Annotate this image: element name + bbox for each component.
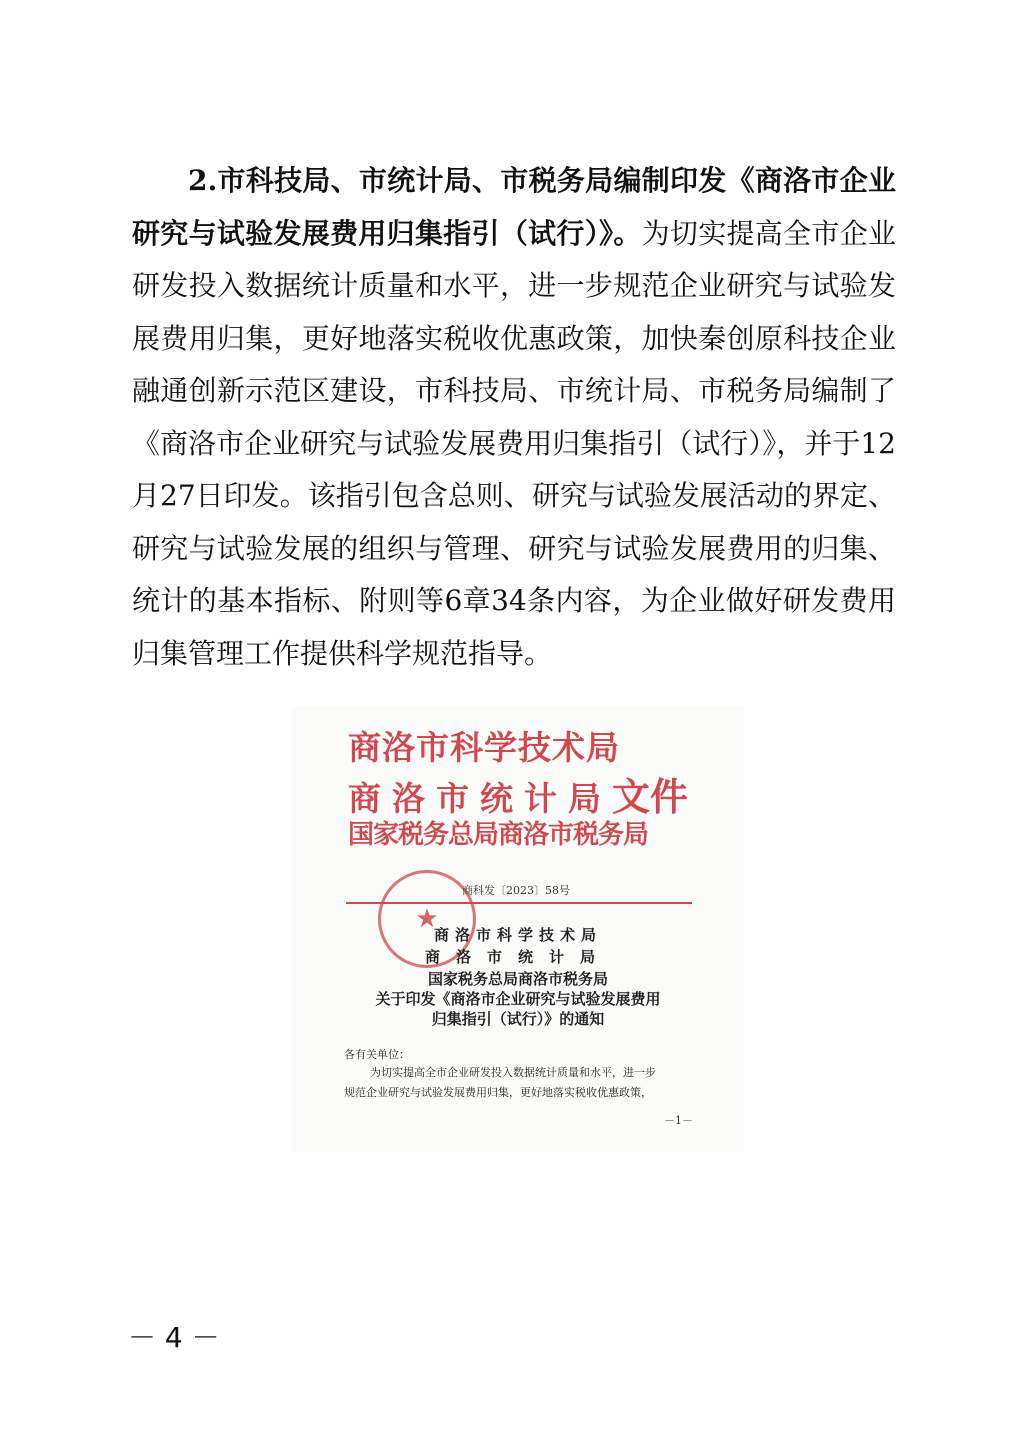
doc-number: 商科发〔2023〕58号	[462, 884, 570, 897]
issuer-2: 商洛市统计局	[424, 948, 611, 966]
notice-title-line-2: 归集指引（试行）》的通知	[431, 1010, 605, 1028]
issuer-1: 商洛市科学技术局	[433, 926, 602, 944]
doc-header-line-1: 商洛市科学技术局	[348, 728, 620, 767]
page-number: － 4 －	[128, 1321, 220, 1354]
paragraph-lead: 2.市科技局、市统计局、市税务局编制印发《商洛市企业研究与试验发展费用归集指引（试行）》。	[132, 164, 896, 250]
paragraph-body: 为切实提高全市企业研发投入数据统计质量和水平，进一步规范企业研究与试验发展费用归集，更好地落实税收优惠政策，加快秦创原科技企业融通创新示范区建设，市科技局、市统计局、市税务局编制了《商洛市企业研究与试验发展费用归集指引（试行）》，并于12月27日印发。该指引包含总则、研究与试验发展活动的界定、研究与试验发展的组织与管理、研究与试验发展费用的归集、统计的基本指标、附则等6章34条内容，为企业做好研发费用归集管理工作提供科学规范指导。	[132, 216, 896, 670]
document-image	[292, 706, 744, 1152]
doc-header-suffix: 文件	[612, 775, 689, 819]
doc-header-line-3: 国家税务总局商洛市税务局	[348, 820, 649, 850]
salutation: 各有关单位：	[344, 1048, 410, 1061]
main-paragraph	[132, 155, 896, 680]
doc-body-line-2: 规范企业研究与试验发展费用归集，更好地落实税收优惠政策，	[344, 1086, 652, 1099]
official-seal: ★	[378, 870, 476, 968]
doc-body-line-1: 为切实提高全市企业研发投入数据统计质量和水平，进一步	[370, 1066, 656, 1079]
doc-header-line-2	[348, 766, 688, 821]
red-divider	[346, 902, 692, 904]
issuer-3: 国家税务总局商洛市税务局	[427, 970, 608, 988]
doc-header-line-2-text: 商洛市统计局	[348, 779, 612, 818]
inner-page-number: －1－	[664, 1114, 693, 1127]
notice-title-line-1: 关于印发《商洛市企业研究与试验发展费用	[375, 990, 661, 1008]
